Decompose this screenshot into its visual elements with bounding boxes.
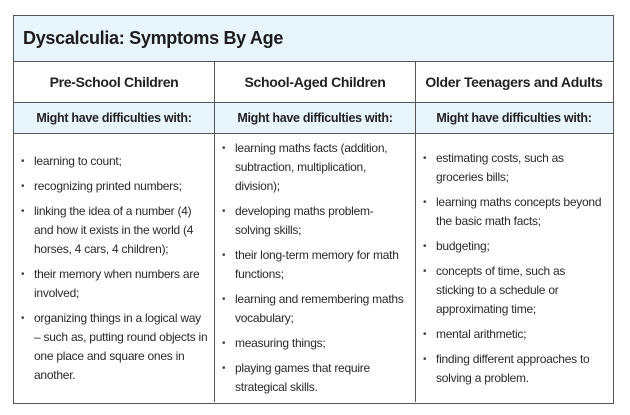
column-header-school-aged: School-Aged Children: [215, 62, 416, 102]
list-item: • linking the idea of a number (4) and how it exists in the world (4 horses, 4 cars, 4 children);: [20, 202, 208, 259]
list-item: • measuring things;: [221, 334, 409, 353]
cell-adults: [416, 134, 612, 402]
body-row: [14, 134, 613, 402]
list-item: • estimating costs, such as groceries bills;: [422, 149, 606, 187]
list-item: • learning to count;: [20, 152, 208, 171]
subheader-preschool: Might have difficulties with:: [14, 103, 215, 133]
cell-preschool: [14, 134, 215, 402]
subheader-school-aged: Might have difficulties with:: [215, 103, 416, 133]
cell-school-aged: [215, 134, 416, 402]
column-header-adults: Older Teenagers and Adults: [425, 74, 603, 90]
list-item: • concepts of time, such as sticking to a schedule or approximating time;: [422, 262, 606, 319]
column-header-preschool: Pre-School Children: [14, 62, 215, 102]
list-item: • budgeting;: [422, 237, 606, 256]
header-row: [14, 62, 613, 103]
list-item: • learning maths facts (addition, subtraction, multiplication, division);: [221, 139, 409, 196]
list-item: • finding different approaches to solving a problem.: [422, 350, 606, 388]
list-item: • learning and remembering maths vocabulary;: [221, 290, 409, 328]
subheader-adults: Might have difficulties with:: [436, 111, 592, 125]
list-item: • mental arithmetic;: [422, 325, 606, 344]
subheader-row: [14, 103, 613, 134]
list-item: • learning maths concepts beyond the basic math facts;: [422, 193, 606, 231]
symptom-list: [14, 152, 214, 385]
symptom-list: [215, 139, 415, 397]
list-item: • their long-term memory for math functions;: [221, 246, 409, 284]
list-item: • their memory when numbers are involved;: [20, 265, 208, 303]
list-item: • recognizing printed numbers;: [20, 177, 208, 196]
list-item: • developing maths problem-solving skills;: [221, 202, 409, 240]
table-title: Dyscalculia: Symptoms By Age: [14, 16, 613, 62]
symptom-list: [416, 149, 612, 388]
list-item: • organizing things in a logical way – such as, putting round objects in one place and square ones in another.: [20, 309, 208, 385]
symptoms-table: [13, 15, 614, 404]
list-item: • playing games that require strategical skills.: [221, 359, 409, 397]
